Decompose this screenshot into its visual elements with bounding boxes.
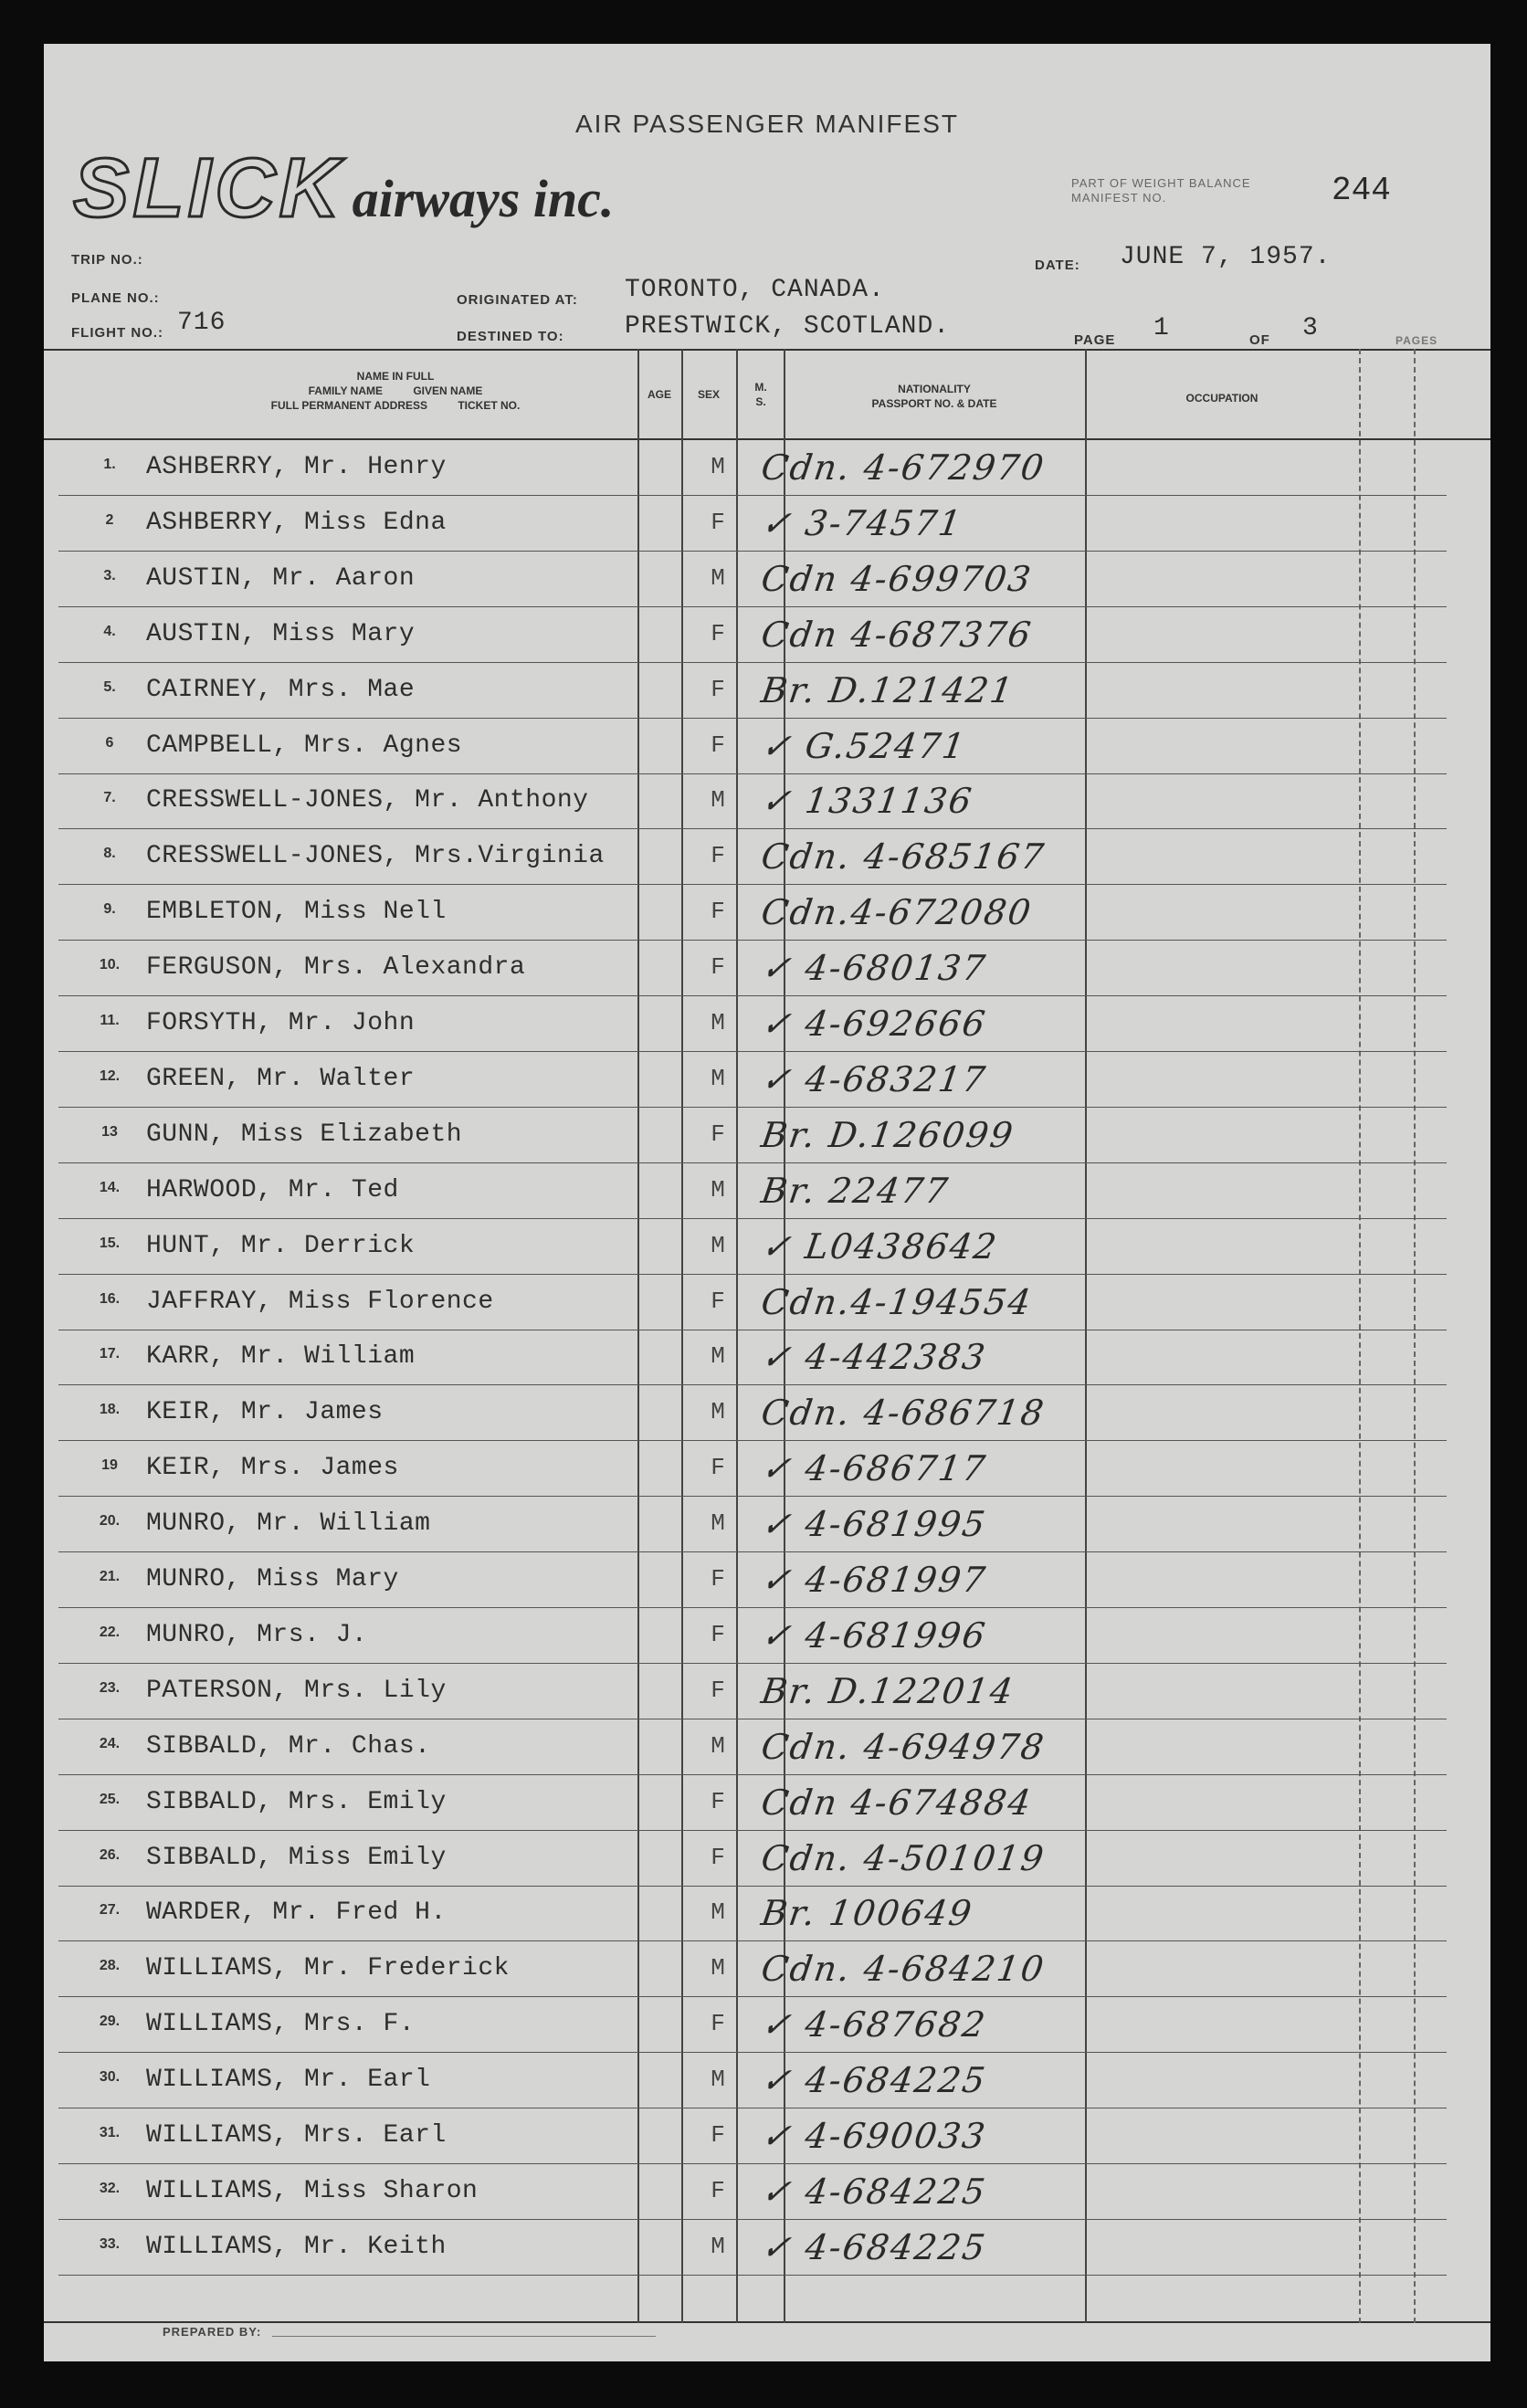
table-row — [44, 1441, 1447, 1497]
table-row — [44, 552, 1447, 607]
row-number: 26. — [99, 1846, 121, 1863]
table-row — [44, 1997, 1447, 2053]
passenger-sex: F — [711, 1120, 725, 1148]
document-title: AIR PASSENGER MANIFEST — [575, 110, 959, 138]
table-row — [44, 719, 1447, 774]
slick-airways-logo — [73, 141, 614, 237]
passport-number: Cdn. 4-672970 — [758, 447, 1048, 488]
row-number: 24. — [99, 1735, 121, 1751]
passenger-name: HUNT, Mr. Derrick — [146, 1231, 416, 1260]
passport-number: ✓ 4-681997 — [758, 1560, 990, 1600]
passenger-sex: F — [711, 508, 725, 536]
passenger-name: KEIR, Mrs. James — [146, 1454, 399, 1483]
passenger-name: WARDER, Mr. Fred H. — [146, 1898, 447, 1928]
row-number: 19 — [101, 1457, 118, 1474]
passenger-sex: M — [711, 563, 725, 592]
passport-number: ✓ 4-692666 — [758, 1004, 990, 1044]
passenger-sex: F — [711, 1676, 725, 1704]
nationality-header-line-2: PASSPORT NO. & DATE — [871, 397, 997, 410]
row-rule — [58, 2275, 1447, 2276]
table-row — [44, 1719, 1447, 1775]
passenger-sex: F — [711, 731, 725, 759]
passenger-sex: F — [711, 2176, 725, 2204]
passenger-name: CAMPBELL, Mrs. Agnes — [146, 731, 463, 760]
table-row — [44, 2053, 1447, 2108]
name-header-line-2: FAMILY NAME GIVEN NAME — [308, 384, 483, 397]
row-number: 15. — [99, 1235, 121, 1251]
passport-number: ✓ 4-681995 — [758, 1504, 990, 1545]
row-number: 8. — [103, 846, 116, 862]
table-row — [44, 1552, 1447, 1608]
plane-label: PLANE NO.: — [71, 290, 160, 306]
passport-number: Br. 100649 — [758, 1893, 976, 1934]
row-number: 23. — [99, 1679, 121, 1696]
originated-value: TORONTO, CANADA. — [625, 276, 885, 304]
passenger-sex: M — [711, 1064, 725, 1092]
occupation-column-header: OCCUPATION — [1185, 392, 1258, 405]
passenger-name: KARR, Mr. William — [146, 1342, 416, 1372]
passenger-name: WILLIAMS, Miss Sharon — [146, 2176, 479, 2205]
row-number: 20. — [99, 1513, 121, 1530]
row-number: 29. — [99, 2014, 121, 2030]
passport-number: ✓ 1331136 — [758, 781, 976, 822]
table-row — [44, 1163, 1447, 1219]
passenger-sex: M — [711, 1009, 725, 1036]
passport-number: ✓ 4-681996 — [758, 1614, 990, 1656]
passport-number: ✓ 4-686717 — [758, 1448, 990, 1489]
manifest-page — [44, 44, 1490, 2361]
table-top-rule — [44, 349, 1490, 351]
passenger-sex: M — [711, 786, 725, 815]
row-number: 16. — [99, 1290, 121, 1307]
passenger-name: MUNRO, Mrs. J. — [146, 1620, 368, 1649]
passport-number: Cdn.4-194554 — [758, 1281, 1036, 1322]
name-column-header — [181, 369, 610, 413]
passenger-name: WILLIAMS, Mr. Frederick — [146, 1954, 510, 1983]
passenger-sex: M — [711, 1342, 725, 1371]
table-row — [44, 1775, 1447, 1831]
table-row — [44, 440, 1447, 496]
passenger-sex: F — [711, 1454, 725, 1482]
passport-number: ✓ G.52471 — [758, 725, 969, 766]
weight-balance-note — [1071, 176, 1251, 205]
name-header-line-1: NAME IN FULL — [356, 370, 435, 383]
passport-number: Br. 22477 — [758, 1170, 953, 1211]
row-number: 9. — [103, 901, 116, 918]
row-number: 2 — [105, 511, 114, 528]
table-row — [44, 1385, 1447, 1441]
passport-number: ✓ 4-683217 — [758, 1058, 990, 1099]
passenger-sex: M — [711, 1731, 725, 1760]
passport-number: Cdn. 4-686718 — [758, 1393, 1048, 1434]
passenger-name: MUNRO, Miss Mary — [146, 1565, 399, 1593]
passenger-sex: F — [711, 2121, 725, 2149]
passport-number: Cdn. 4-684210 — [758, 1949, 1048, 1990]
row-number: 4. — [103, 623, 116, 639]
table-row — [44, 885, 1447, 941]
passport-number: Cdn 4-699703 — [758, 558, 1036, 599]
passenger-sex: F — [711, 2010, 725, 2038]
sex-column-header: SEX — [697, 388, 720, 401]
passenger-sex: F — [711, 842, 725, 870]
row-number: 12. — [99, 1067, 121, 1084]
passport-number: ✓ 4-687682 — [758, 2004, 990, 2045]
passenger-sex: F — [711, 619, 725, 647]
logo-sub-text: airways inc. — [352, 169, 615, 228]
passenger-sex: F — [711, 675, 725, 703]
table-row — [44, 1831, 1447, 1887]
passenger-sex: M — [711, 1175, 725, 1204]
table-row — [44, 1330, 1447, 1385]
prepared-by-label: PREPARED BY: — [163, 2325, 262, 2339]
table-row — [44, 1108, 1447, 1163]
passenger-name: CRESSWELL-JONES, Mrs.Virginia — [146, 842, 605, 871]
nationality-header-line-1: NATIONALITY — [898, 383, 971, 395]
destined-value: PRESTWICK, SCOTLAND. — [625, 312, 951, 341]
row-number: 13 — [101, 1123, 118, 1140]
passenger-name: FERGUSON, Mrs. Alexandra — [146, 953, 526, 983]
passenger-name: ASHBERRY, Mr. Henry — [146, 453, 447, 481]
flight-label: FLIGHT NO.: — [71, 325, 163, 341]
passport-number: Br. D.122014 — [758, 1670, 1017, 1711]
table-row — [44, 1608, 1447, 1664]
passenger-sex: F — [711, 1620, 725, 1648]
passport-number: ✓ 4-680137 — [758, 948, 990, 989]
row-number: 31. — [99, 2125, 121, 2140]
table-row — [44, 1497, 1447, 1552]
passport-number: ✓ 4-684225 — [758, 2171, 990, 2212]
row-number: 22. — [99, 1624, 121, 1640]
row-number: 27. — [99, 1902, 121, 1919]
row-number: 18. — [99, 1402, 121, 1418]
passport-number: ✓ L0438642 — [758, 1225, 1001, 1267]
passenger-name: EMBLETON, Miss Nell — [146, 898, 447, 927]
passport-number: Br. D.121421 — [758, 669, 1017, 710]
passenger-name: KEIR, Mr. James — [146, 1398, 384, 1427]
ms-column-header — [740, 380, 782, 409]
passport-number: Cdn 4-674884 — [758, 1782, 1036, 1823]
passenger-name: FORSYTH, Mr. John — [146, 1009, 416, 1037]
prepared-by-line — [272, 2336, 656, 2337]
table-row — [44, 607, 1447, 663]
note-line-2: MANIFEST NO. — [1071, 191, 1167, 205]
passenger-name: WILLIAMS, Mr. Earl — [146, 2066, 431, 2095]
passenger-sex: M — [711, 1898, 725, 1927]
row-number: 28. — [99, 1958, 121, 1974]
table-row — [44, 1941, 1447, 1997]
table-row — [44, 2164, 1447, 2220]
table-row — [44, 1275, 1447, 1330]
total-pages: 3 — [1302, 314, 1319, 342]
row-number: 11. — [100, 1013, 120, 1028]
name-header-line-3: FULL PERMANENT ADDRESS TICKET NO. — [270, 399, 521, 412]
flight-number: 716 — [177, 309, 226, 337]
row-number: 6 — [105, 734, 114, 751]
passenger-sex: M — [711, 1398, 725, 1426]
passenger-sex: F — [711, 898, 725, 926]
row-number: 5. — [103, 678, 116, 695]
passenger-sex: M — [711, 2232, 725, 2260]
passenger-sex: M — [711, 2066, 725, 2094]
originated-label: ORIGINATED AT: — [457, 292, 578, 308]
note-line-1: PART OF WEIGHT BALANCE — [1071, 176, 1251, 190]
row-number: 14. — [99, 1179, 121, 1195]
pages-label: PAGES — [1395, 334, 1438, 347]
ms-header-line-1: M. — [754, 381, 767, 394]
passenger-sex: F — [711, 1565, 725, 1593]
passport-number: ✓ 4-684225 — [758, 2060, 990, 2101]
passport-number: Cdn.4-672080 — [758, 892, 1036, 933]
table-row — [44, 829, 1447, 885]
table-row — [44, 1664, 1447, 1719]
row-number: 10. — [99, 957, 121, 973]
table-row — [44, 2220, 1447, 2276]
passenger-name: WILLIAMS, Mrs. F. — [146, 2010, 416, 2039]
row-number: 3. — [103, 567, 116, 584]
page-number: 1 — [1153, 314, 1170, 342]
row-number: 30. — [99, 2069, 121, 2086]
passenger-sex: F — [711, 1787, 725, 1815]
destined-label: DESTINED TO: — [457, 329, 564, 344]
date-label: DATE: — [1035, 258, 1080, 273]
passenger-name: AUSTIN, Miss Mary — [146, 619, 416, 648]
page-label: PAGE — [1074, 332, 1116, 348]
passenger-name: HARWOOD, Mr. Ted — [146, 1175, 399, 1204]
passenger-name: SIBBALD, Mr. Chas. — [146, 1731, 431, 1761]
table-row — [44, 1886, 1447, 1941]
age-column-header: AGE — [647, 388, 671, 401]
passenger-sex: M — [711, 1954, 725, 1982]
passenger-sex: F — [711, 953, 725, 982]
of-label: OF — [1249, 332, 1270, 348]
passenger-name: SIBBALD, Miss Emily — [146, 1843, 447, 1872]
passport-number: Cdn. 4-694978 — [758, 1726, 1048, 1767]
table-row — [44, 1219, 1447, 1275]
row-number: 32. — [99, 2180, 121, 2196]
row-number: 21. — [99, 1569, 121, 1584]
passenger-sex: F — [711, 1287, 725, 1315]
passenger-name: WILLIAMS, Mr. Keith — [146, 2232, 447, 2261]
passenger-sex: M — [711, 1509, 725, 1538]
nationality-column-header — [787, 382, 1081, 411]
passenger-sex: F — [711, 1843, 725, 1871]
passenger-name: AUSTIN, Mr. Aaron — [146, 563, 416, 593]
date-value: JUNE 7, 1957. — [1120, 243, 1332, 271]
passenger-name: GUNN, Miss Elizabeth — [146, 1120, 463, 1149]
passenger-name: SIBBALD, Mrs. Emily — [146, 1787, 447, 1816]
passenger-name: JAFFRAY, Miss Florence — [146, 1287, 494, 1316]
passport-number: Cdn 4-687376 — [758, 614, 1036, 655]
table-row — [44, 996, 1447, 1052]
passenger-name: MUNRO, Mr. William — [146, 1509, 431, 1539]
table-row — [44, 663, 1447, 719]
passport-number: ✓ 4-684225 — [758, 2226, 990, 2267]
table-row — [44, 2108, 1447, 2164]
passenger-name: GREEN, Mr. Walter — [146, 1064, 416, 1093]
row-number: 1. — [103, 457, 116, 472]
logo-main-text: SLICK — [73, 142, 343, 235]
table-row — [44, 941, 1447, 996]
row-number: 33. — [99, 2235, 121, 2252]
table-row — [44, 773, 1447, 829]
passport-number: Cdn. 4-501019 — [758, 1837, 1048, 1878]
passenger-name: PATERSON, Mrs. Lily — [146, 1676, 447, 1705]
passport-number: Br. D.126099 — [758, 1114, 1017, 1155]
passport-number: Cdn. 4-685167 — [758, 836, 1048, 878]
passenger-name: ASHBERRY, Miss Edna — [146, 508, 447, 537]
manifest-number: 244 — [1332, 172, 1391, 209]
passport-number: ✓ 4-442383 — [758, 1337, 990, 1378]
passport-number: ✓ 3-74571 — [758, 502, 965, 543]
passenger-name: CAIRNEY, Mrs. Mae — [146, 675, 416, 704]
row-number: 25. — [99, 1791, 121, 1807]
trip-label: TRIP NO.: — [71, 252, 143, 268]
ms-header-line-2: S. — [755, 395, 766, 408]
table-row — [44, 1052, 1447, 1108]
row-number: 17. — [99, 1346, 121, 1362]
passenger-name: CRESSWELL-JONES, Mr. Anthony — [146, 786, 589, 815]
passport-number: ✓ 4-690033 — [758, 2116, 990, 2156]
passenger-sex: M — [711, 453, 725, 480]
row-number: 7. — [103, 790, 116, 806]
passenger-name: WILLIAMS, Mrs. Earl — [146, 2121, 447, 2150]
table-row — [44, 496, 1447, 552]
table-bottom-rule — [44, 2321, 1490, 2323]
passenger-sex: M — [711, 1231, 725, 1259]
